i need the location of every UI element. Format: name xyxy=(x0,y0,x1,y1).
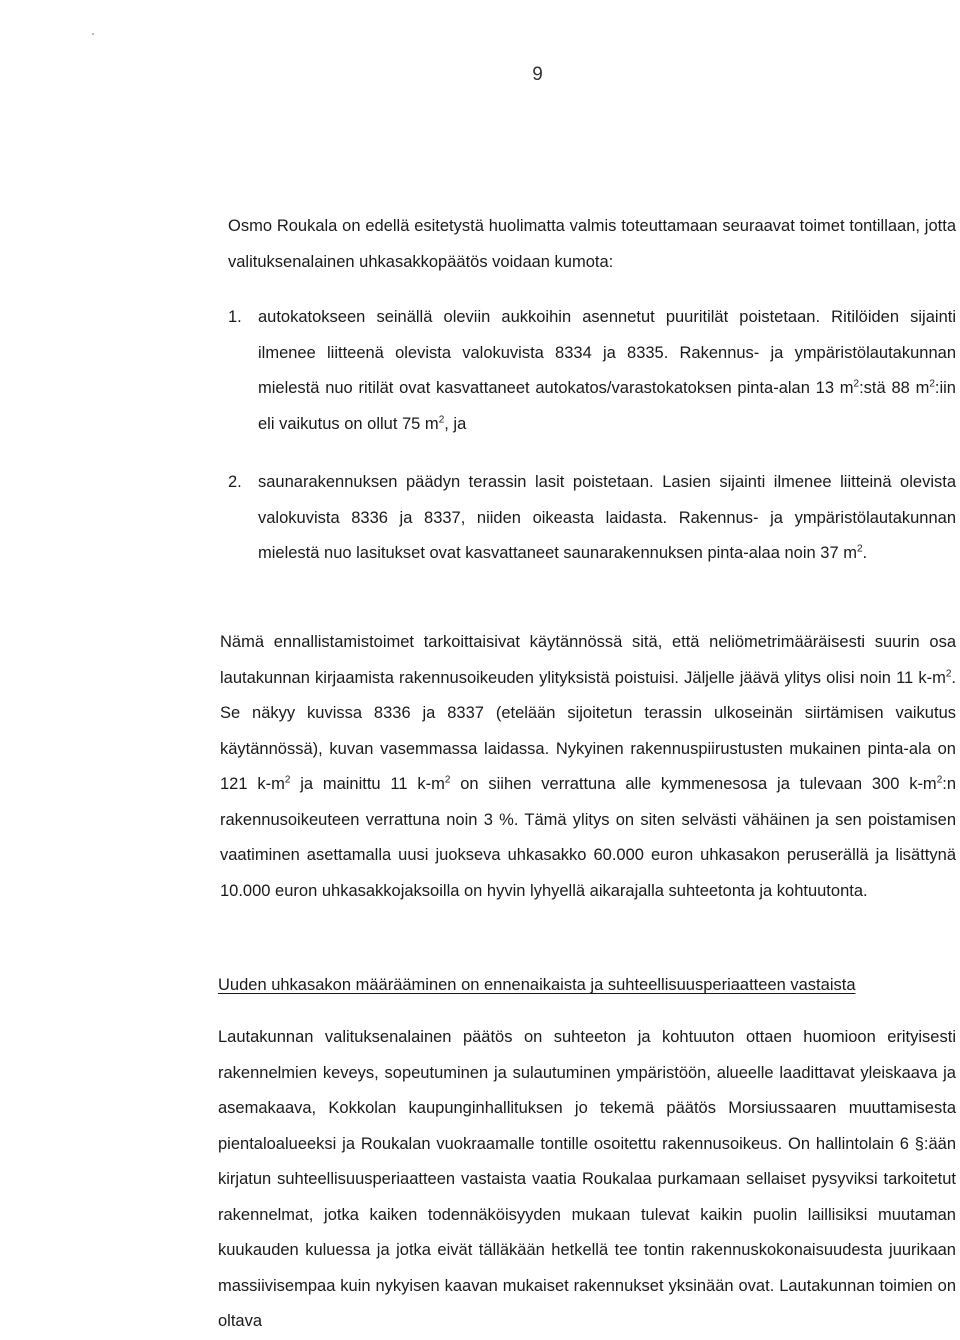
list-item-text: autokatokseen seinällä oleviin aukkoihin asennetut puuritilät poistetaan. Ritilöiden sijainti ilmenee liitteenä olevista valokuvista 8334 ja 8335. Rakennus- ja ympäristölautakunnan mielestä nuo ritilät ovat kasvattaneet autokatos/varastokatoksen pinta-alan 13 $m^2:stä$ 88 $m^2:iin$ eli vaikutus on ollut 75 $m^2$, ja xyxy=(258,308,956,433)
list-item-text: saunarakennuksen päädyn terassin lasit poistetaan. Lasien sijainti ilmenee liitteinä olevista valokuvista 8336 ja 8337, niiden oikeasta laidasta. Rakennus- ja ympäristölautakunnan mielestä nuo lasitukset ovat kasvattaneet saunarakennuksen pinta-alaa noin 37 $m^2$. xyxy=(258,473,956,562)
section-heading: Uuden uhkasakon määrääminen on ennenaikaista ja suhteellisuusperiaatteen vastaista xyxy=(218,976,856,994)
paragraph-restoration: Nämä ennallistamistoimet tarkoittaisivat käytännössä sitä, että neliömetrimääräisesti suurin osa lautakunnan kirjaamista rakennusoikeuden ylityksistä poistuisi. Jäljelle jäävä ylitys olisi noin 11 $k-m^2$. Se näkyy kuvissa 8336 ja 8337 (etelään sijoitetun terassin ulkoseinän siirtämisen vaikutus käytännössä), kuvan vasemmassa laidassa. Nykyinen rakennuspiirustusten mukainen pinta-ala on 121 $k-m^2$ ja mainittu 11 $k-m^2$ on siihen verrattuna alle kymmenesosa ja tulevaan 300 $k-m^2:n$ rakennusoikeuteen verrattuna noin 3 %. Tämä ylitys on siten selvästi vähäinen ja sen poistamisen vaatiminen asettamalla uusi juokseva uhkasakko 60.000 euron uhkasakon peruserällä ja lisättynä 10.000 euron uhkasakkojaksoilla on hyvin lyhyellä aikarajalla suhteetonta ja kohtuutonta. xyxy=(220,633,957,900)
page-number: 9 xyxy=(532,64,543,85)
list-item-number: 1. xyxy=(228,308,242,326)
list-item-number: 2. xyxy=(228,473,242,491)
list-item-2 xyxy=(228,465,956,572)
scan-speck xyxy=(92,33,94,35)
intro-paragraph: Osmo Roukala on edellä esitetystä huolimatta valmis toteuttamaan seuraavat toimet tontillaan, jotta valituksenalainen uhkasakkopäätös voidaan kumota: xyxy=(228,217,956,271)
paragraph-proportionality: Lautakunnan valituksenalainen päätös on suhteeton ja kohtuuton ottaen huomioon erityisesti rakennelmien keveys, sopeutuminen ja sulautuminen ympäristöön, alueelle laadittavat yleiskaava ja asemakaava, Kokkolan kaupunginhallituksen jo tekemä päätös Morsiussaaren muuttamisesta pientaloalueeksi ja Roukalan vuokraamalle tontille osoitettu rakennusoikeus. On hallintolain 6 §:ään kirjatun suhteellisuusperiaatteen vastaista vaatia Roukalaa purkamaan sellaiset pysyviksi tarkoitetut rakennelmat, jotka kaiken todennäköisyyden mukaan tulevat kaikin puolin laillisiksi muutaman kuukauden kuluessa ja jotka eivät tälläkään hetkellä tee tontin rakennuskokonaisuudesta juurikaan massiivisempaa kuin nykyisen kaavan mukaiset rakennukset yksinään ovat. Lautakunnan toimien on oltava xyxy=(218,1028,956,1330)
list-item-1 xyxy=(228,300,956,442)
